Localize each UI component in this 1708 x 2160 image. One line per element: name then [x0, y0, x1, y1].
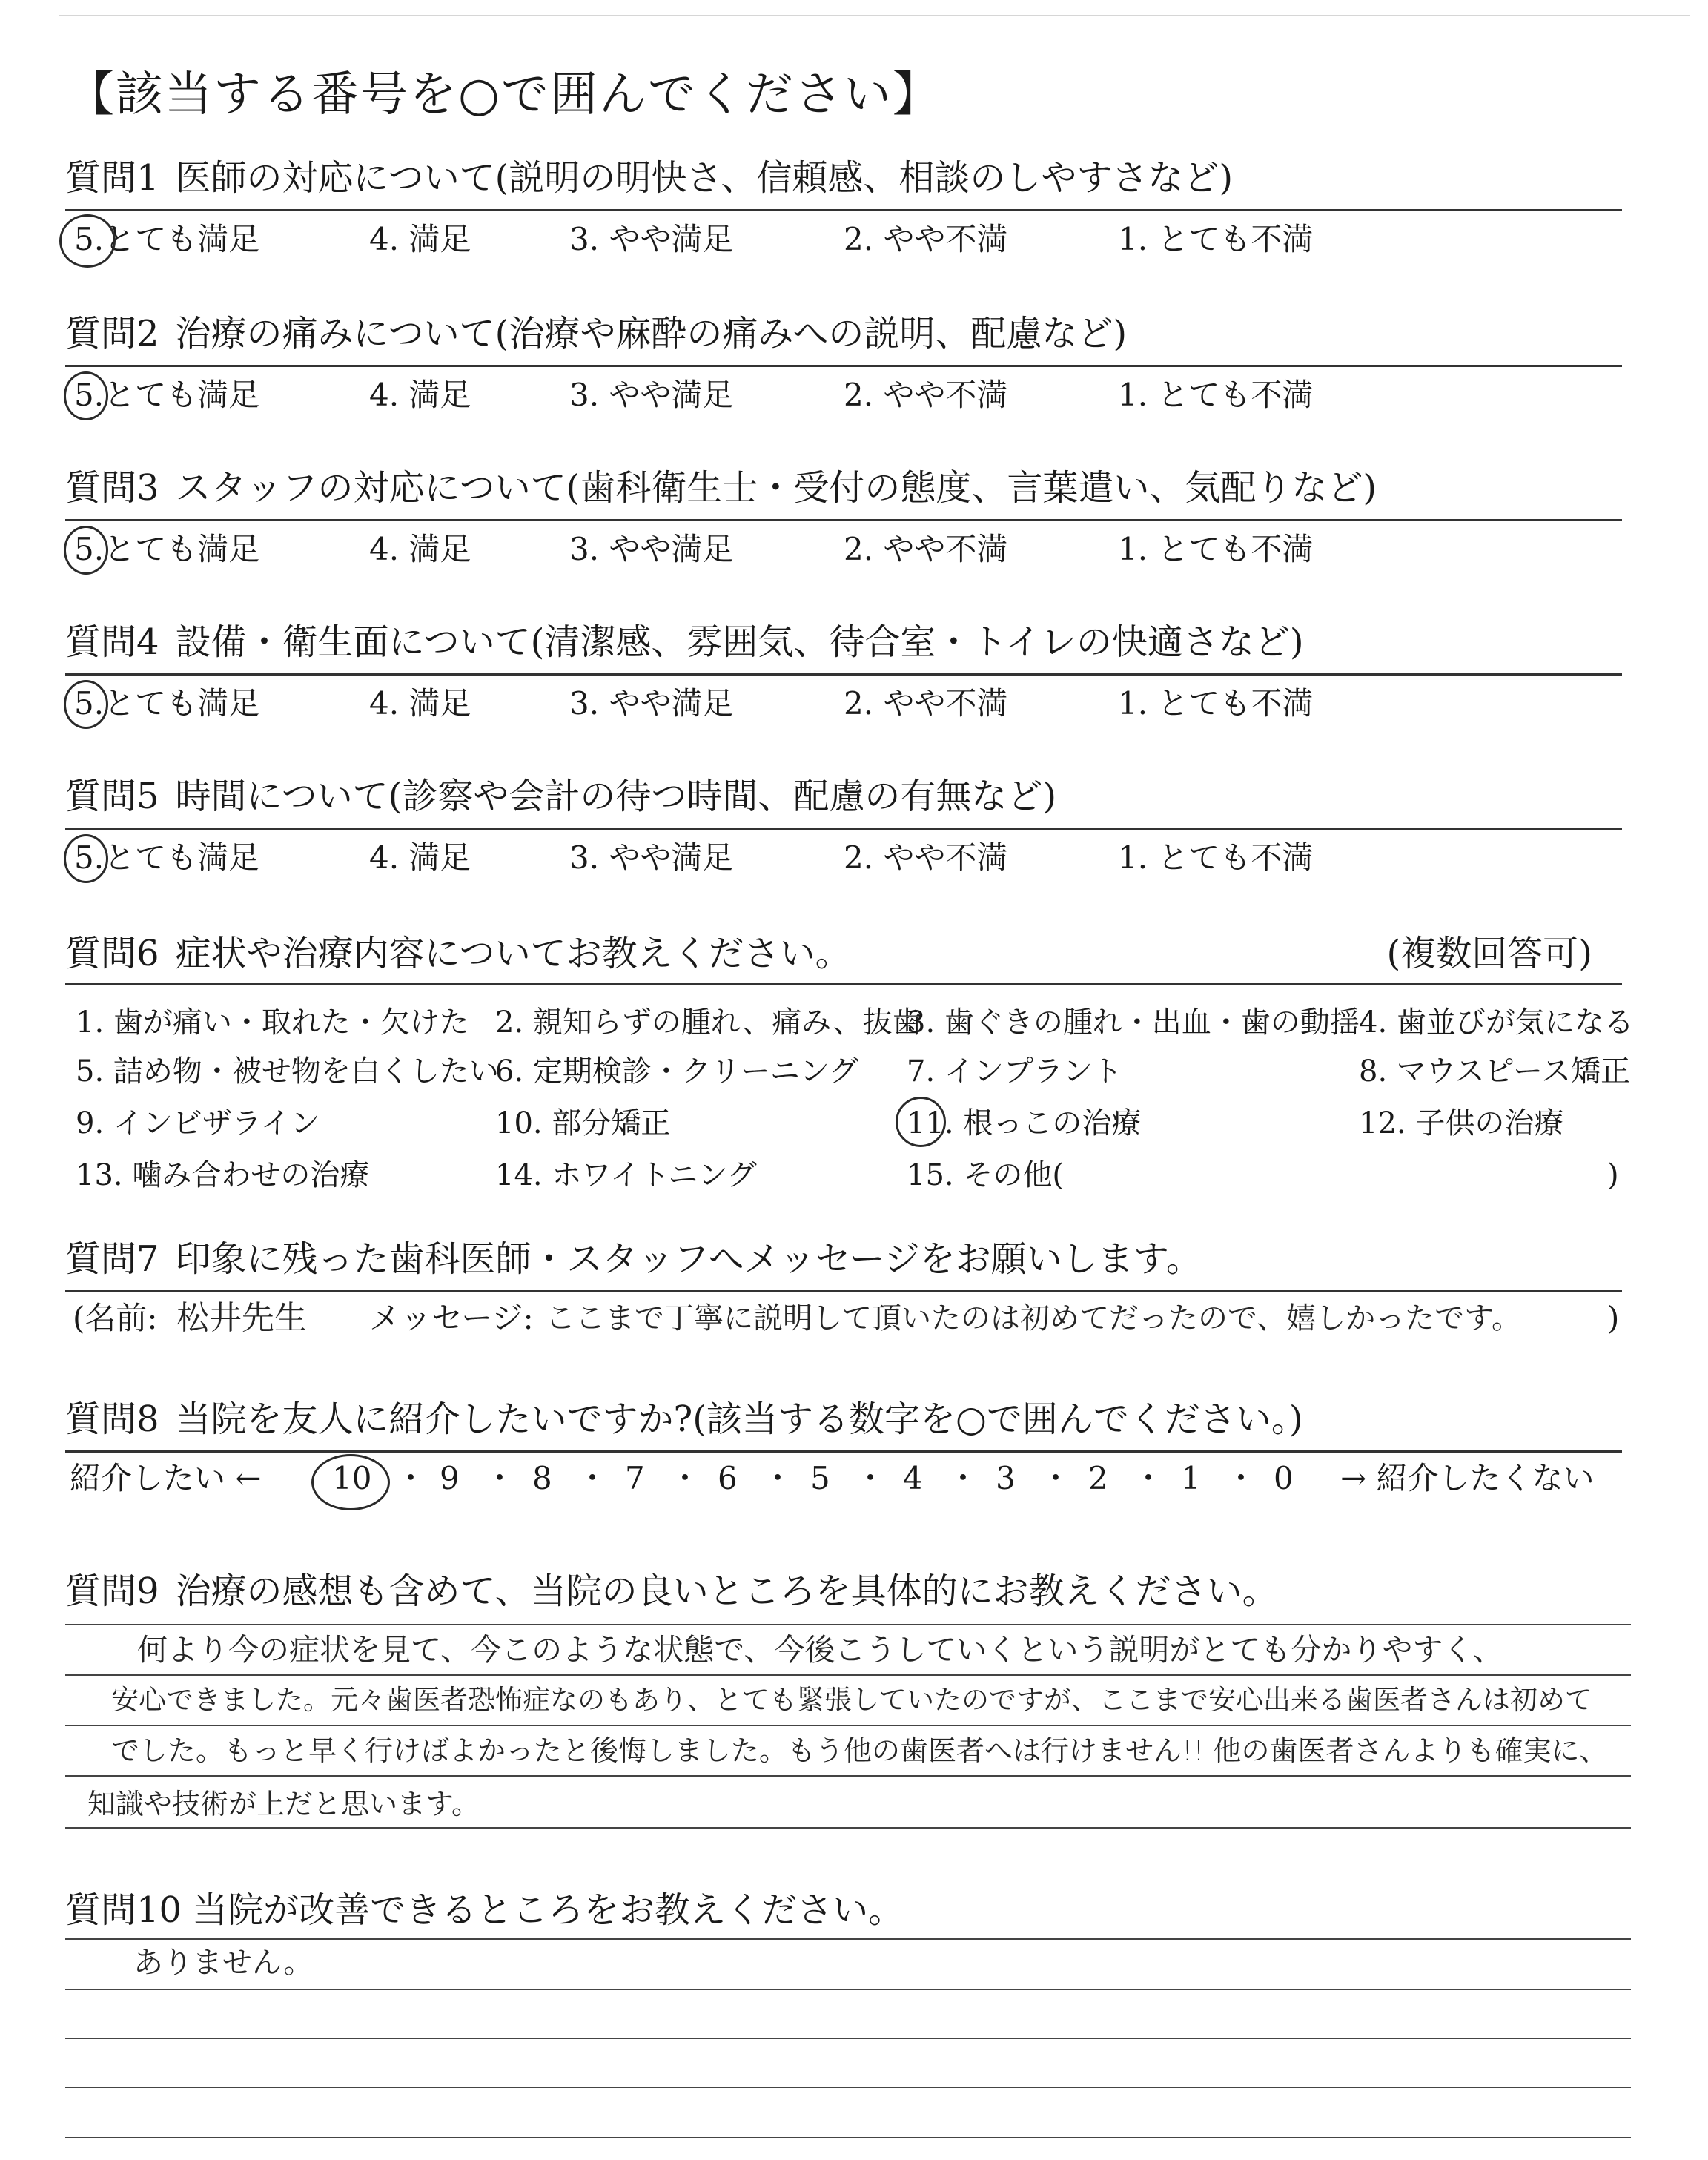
- question-text: 当院を友人に紹介したいですか?(該当する数字を○で囲んでください。): [175, 1398, 1303, 1440]
- treatment-option[interactable]: 2. 親知らずの腫れ、痛み、抜歯: [495, 1005, 922, 1040]
- question-3: [65, 466, 1622, 572]
- scale-dot: ・: [484, 1460, 516, 1496]
- rating-option-2[interactable]: 2. やや不満: [844, 531, 1008, 567]
- question-rule: [65, 519, 1622, 521]
- question-10-heading: [65, 1888, 1622, 1932]
- question-text: 治療の痛みについて(治療や麻酔の痛みへの説明、配慮など): [175, 313, 1128, 354]
- other-close-paren: ): [1607, 1158, 1619, 1192]
- selection-circle: [311, 1454, 390, 1510]
- question-number: 質問9: [65, 1571, 159, 1612]
- rating-option-4[interactable]: 4. 満足: [369, 377, 471, 413]
- question-text: 医師の対応について(説明の明快さ、信頼感、相談のしやすさなど): [175, 157, 1234, 199]
- selection-circle: [64, 834, 108, 883]
- rating-options: [65, 527, 1622, 572]
- treatment-option[interactable]: 9. インビザライン: [76, 1106, 320, 1140]
- question-7: [65, 1237, 1622, 1344]
- question-text: 時間について(診察や会計の待つ時間、配慮の有無など): [175, 776, 1057, 817]
- scale-dot: ・: [947, 1460, 979, 1496]
- answer-rule: [65, 2038, 1631, 2039]
- scale-dot: ・: [762, 1460, 794, 1496]
- page-title: 【該当する番号を○で囲んでください】: [67, 67, 941, 122]
- question-number: 質問8: [65, 1398, 159, 1440]
- treatment-option[interactable]: 5. 詰め物・被せ物を白くしたい: [76, 1054, 499, 1089]
- scale-value[interactable]: 9: [440, 1460, 460, 1496]
- question-number: 質問1: [65, 157, 159, 199]
- rating-option-2[interactable]: 2. やや不満: [844, 377, 1008, 413]
- selection-circle: [64, 680, 108, 729]
- page-top-rule: [59, 15, 1690, 16]
- rating-option-3[interactable]: 3. やや満足: [569, 531, 734, 567]
- scale-dot: ・: [1040, 1460, 1072, 1496]
- answer-text-line[interactable]: でした。もっと早く行けばよかったと後悔しました。もう他の歯医者へは行けません!! 他の歯医者さんよりも確実に、: [111, 1734, 1608, 1767]
- rating-option-3[interactable]: 3. やや満足: [569, 685, 734, 721]
- rating-option-1[interactable]: 1. とても不満: [1118, 377, 1314, 413]
- scale-value[interactable]: 1: [1181, 1460, 1201, 1496]
- question-9: [65, 1569, 1622, 1614]
- treatment-option[interactable]: 11. 根っこの治療: [907, 1106, 1142, 1140]
- question-number: 質問2: [65, 313, 159, 354]
- treatment-option[interactable]: 6. 定期検診・クリーニング: [495, 1054, 859, 1089]
- scale-dot: ・: [577, 1460, 609, 1496]
- treatment-options-grid: [65, 985, 1634, 1193]
- question-number: 質問6: [65, 933, 159, 974]
- question-4: [65, 620, 1622, 726]
- scale-left-label: 紹介したい ←: [70, 1460, 262, 1496]
- treatment-option[interactable]: 15. その他(: [907, 1158, 1064, 1192]
- question-number: 質問3: [65, 467, 159, 509]
- rating-option-5[interactable]: 5.とても満足: [74, 685, 260, 721]
- scale-dot: ・: [855, 1460, 887, 1496]
- selection-circle: [59, 214, 116, 268]
- recommend-scale: [65, 1453, 1622, 1505]
- question-number: 質問5: [65, 776, 159, 817]
- scale-value[interactable]: 10: [332, 1460, 372, 1496]
- question-number: 質問4: [65, 621, 159, 663]
- question-10: [65, 1888, 1622, 1932]
- answer-rule: [65, 1938, 1631, 1940]
- scale-value[interactable]: 2: [1088, 1460, 1108, 1496]
- rating-option-4[interactable]: 4. 満足: [369, 685, 471, 721]
- rating-option-3[interactable]: 3. やや満足: [569, 839, 734, 876]
- answer-rule: [65, 2137, 1631, 2138]
- answer-rule: [65, 1827, 1631, 1829]
- message-line: [65, 1292, 1622, 1344]
- question-rule: [65, 209, 1622, 211]
- answer-text-line[interactable]: 知識や技術が上だと思います。: [87, 1788, 480, 1820]
- rating-option-5[interactable]: 5.とても満足: [74, 839, 260, 876]
- rating-option-5[interactable]: 5.とても満足: [74, 221, 260, 257]
- question-rule: [65, 828, 1622, 830]
- scale-value[interactable]: 5: [810, 1460, 830, 1496]
- rating-options: [65, 217, 1622, 262]
- question-4-heading: [65, 620, 1622, 664]
- selection-circle: [896, 1097, 946, 1147]
- question-text: 症状や治療内容についてお教えください。: [175, 933, 851, 974]
- question-6-heading: [65, 931, 1622, 983]
- question-3-heading: [65, 466, 1622, 510]
- question-6: [65, 931, 1634, 1193]
- name-value[interactable]: 松井先生: [176, 1299, 307, 1337]
- message-value[interactable]: ここまで丁寧に説明して頂いたのは初めてだったので、嬉しかったです。: [546, 1301, 1521, 1335]
- name-label: (名前:: [73, 1300, 158, 1336]
- rating-option-4[interactable]: 4. 満足: [369, 221, 471, 257]
- rating-option-2[interactable]: 2. やや不満: [844, 221, 1008, 257]
- answer-rule: [65, 1725, 1631, 1726]
- scale-value[interactable]: 4: [903, 1460, 923, 1496]
- question-number: 質問10: [65, 1889, 182, 1931]
- question-1: [65, 156, 1622, 262]
- question-number: 質問7: [65, 1238, 159, 1280]
- answer-rule: [65, 1989, 1631, 1990]
- scale-value[interactable]: 6: [718, 1460, 738, 1496]
- question-text: 治療の感想も含めて、当院の良いところを具体的にお教えください。: [175, 1571, 1278, 1612]
- scale-value[interactable]: 0: [1274, 1460, 1294, 1496]
- answer-rule: [65, 1674, 1631, 1676]
- question-text: 印象に残った歯科医師・スタッフへメッセージをお願いします。: [175, 1238, 1202, 1280]
- scale-value[interactable]: 8: [532, 1460, 552, 1496]
- rating-option-1[interactable]: 1. とても不満: [1118, 839, 1314, 876]
- scale-dot: ・: [395, 1460, 427, 1496]
- rating-option-1[interactable]: 1. とても不満: [1118, 531, 1314, 567]
- question-text: 設備・衛生面について(清潔感、雰囲気、待合室・トイレの快適さなど): [175, 621, 1304, 663]
- question-rule: [65, 673, 1622, 676]
- rating-option-3[interactable]: 3. やや満足: [569, 377, 734, 413]
- question-text: 当院が改善できるところをお教えください。: [192, 1889, 904, 1931]
- scale-right-label: → 紹介したくない: [1340, 1460, 1595, 1496]
- treatment-option[interactable]: 1. 歯が痛い・取れた・欠けた: [76, 1005, 469, 1040]
- question-7-heading: [65, 1237, 1622, 1281]
- selection-circle: [64, 526, 108, 575]
- answer-text-line[interactable]: 安心できました。元々歯医者恐怖症なのもあり、とても緊張していたのですが、ここまで安心出来る歯医者さんは初めて: [111, 1684, 1592, 1716]
- question-1-heading: [65, 156, 1622, 200]
- scale-dot: ・: [1133, 1460, 1165, 1496]
- question-2: [65, 311, 1622, 417]
- rating-options: [65, 836, 1622, 880]
- answer-rule: [65, 1624, 1631, 1625]
- selection-circle: [64, 371, 108, 420]
- treatment-option[interactable]: 12. 子供の治療: [1359, 1106, 1564, 1140]
- question-2-heading: [65, 311, 1622, 356]
- treatment-option[interactable]: 7. インプラント: [907, 1054, 1122, 1089]
- rating-option-4[interactable]: 4. 満足: [369, 839, 471, 876]
- rating-option-1[interactable]: 1. とても不満: [1118, 221, 1314, 257]
- rating-option-5[interactable]: 5.とても満足: [74, 531, 260, 567]
- rating-options: [65, 681, 1622, 726]
- treatment-option[interactable]: 8. マウスピース矯正: [1359, 1054, 1631, 1089]
- question-text: スタッフの対応について(歯科衛生士・受付の態度、言葉遣い、気配りなど): [175, 467, 1377, 509]
- rating-option-4[interactable]: 4. 満足: [369, 531, 471, 567]
- message-label: メッセージ:: [369, 1300, 534, 1336]
- scale-value[interactable]: 7: [625, 1460, 645, 1496]
- answer-rule: [65, 2087, 1631, 2088]
- question-5-heading: [65, 774, 1622, 819]
- scale-value[interactable]: 3: [996, 1460, 1016, 1496]
- rating-option-1[interactable]: 1. とても不満: [1118, 685, 1314, 721]
- treatment-option[interactable]: 3. 歯ぐきの腫れ・出血・歯の動揺: [907, 1005, 1360, 1040]
- treatment-option[interactable]: 13. 噛み合わせの治療: [76, 1158, 370, 1192]
- rating-option-3[interactable]: 3. やや満足: [569, 221, 734, 257]
- question-rule: [65, 365, 1622, 367]
- rating-options: [65, 373, 1622, 417]
- treatment-option[interactable]: 14. ホワイトニング: [495, 1158, 757, 1192]
- multiple-answers-note: (複数回答可): [1386, 933, 1592, 974]
- scale-dot: ・: [1225, 1460, 1257, 1496]
- message-close-paren: ): [1607, 1300, 1620, 1336]
- scale-dot: ・: [669, 1460, 701, 1496]
- question-9-heading: [65, 1569, 1622, 1614]
- answer-text-line[interactable]: ありません。: [133, 1946, 314, 1980]
- rating-option-5[interactable]: 5.とても満足: [74, 377, 260, 413]
- answer-text-line[interactable]: 何より今の症状を見て、今このような状態で、今後こうしていくという説明がとても分かりやすく、: [137, 1632, 1503, 1668]
- question-8: [65, 1397, 1622, 1505]
- question-5: [65, 774, 1622, 880]
- treatment-option[interactable]: 10. 部分矯正: [495, 1106, 671, 1140]
- treatment-option[interactable]: 4. 歯並びが気になる: [1359, 1005, 1634, 1040]
- answer-rule: [65, 1775, 1631, 1777]
- question-8-heading: [65, 1397, 1622, 1441]
- rating-option-2[interactable]: 2. やや不満: [844, 839, 1008, 876]
- rating-option-2[interactable]: 2. やや不満: [844, 685, 1008, 721]
